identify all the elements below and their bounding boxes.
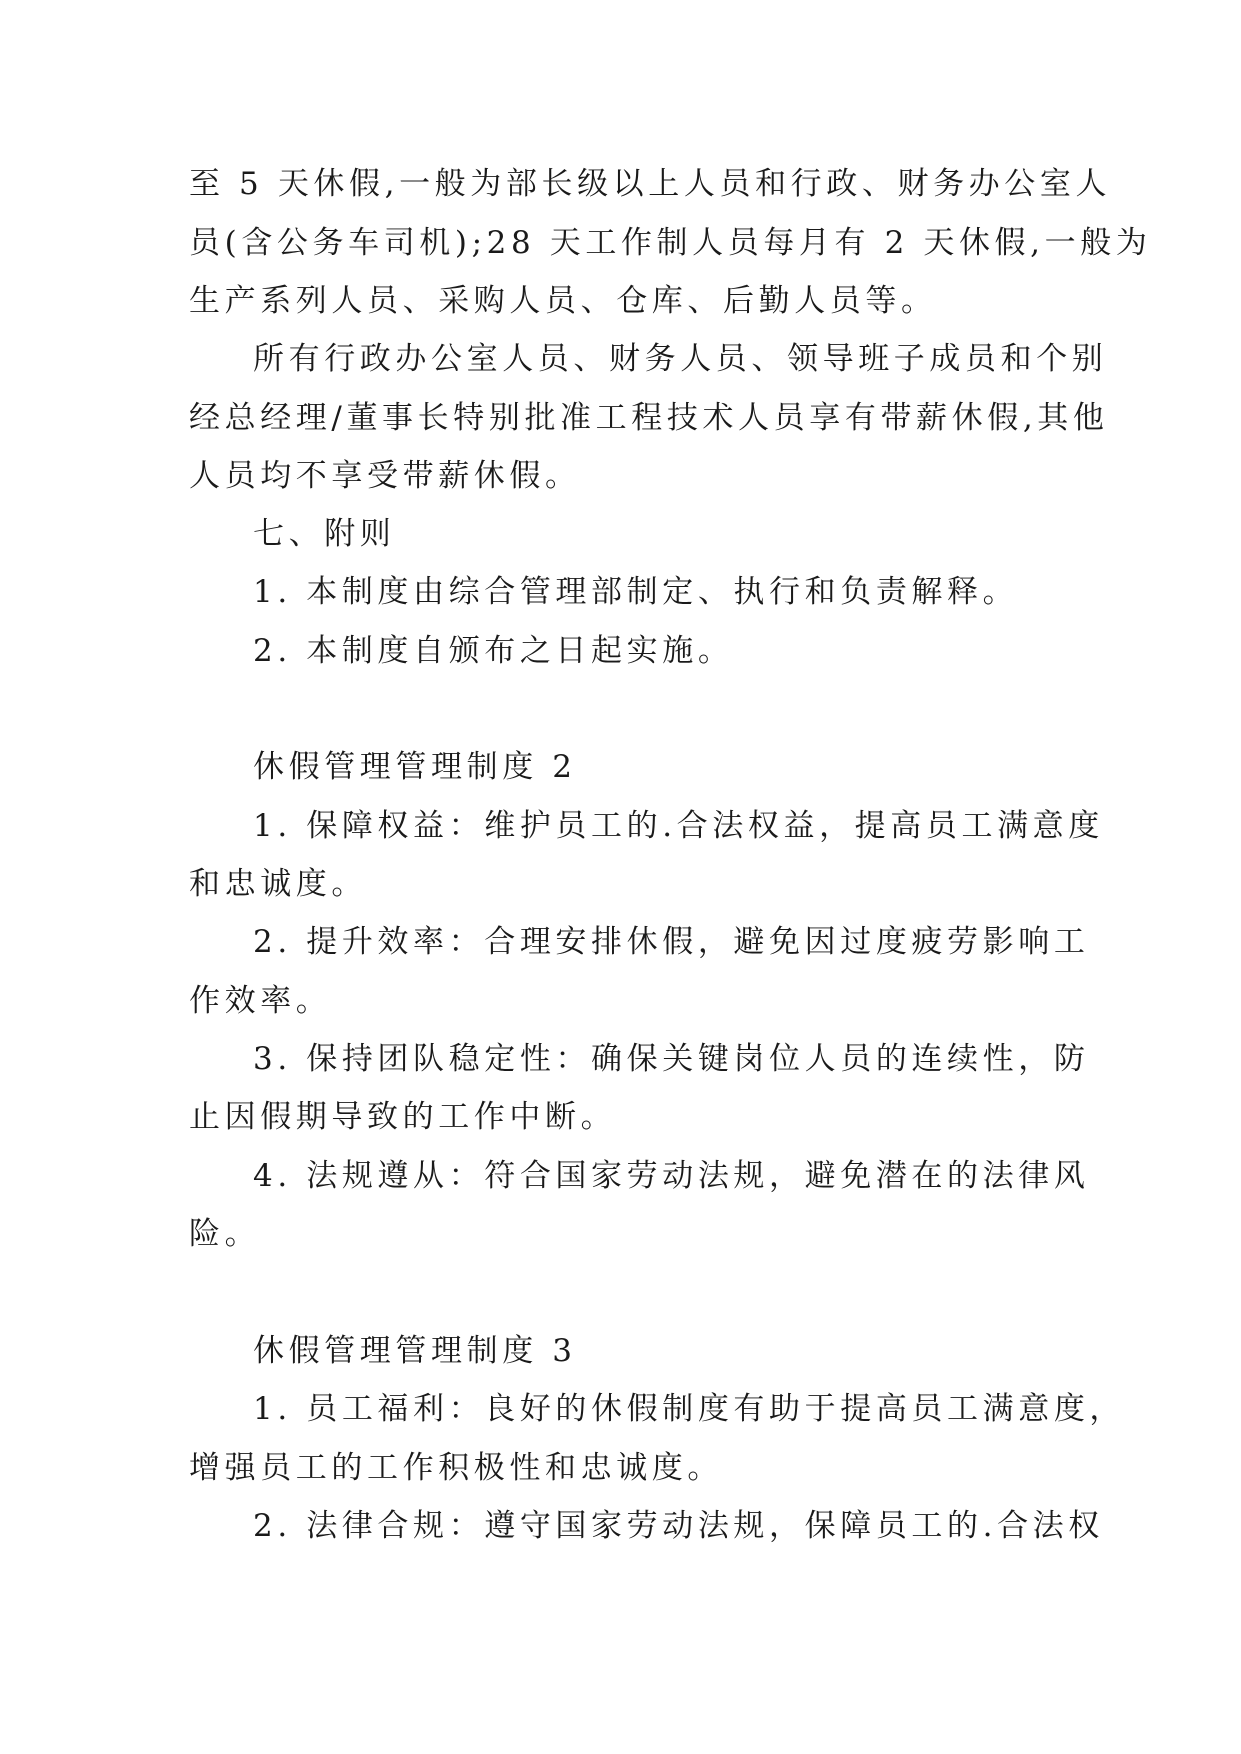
section-title: 休假管理管理制度 2 [253, 749, 577, 785]
list-item: 3. 保持团队稳定性：确保关键岗位人员的连续性，防 [253, 1041, 1090, 1077]
paragraph-line: 员(含公务车司机);28 天工作制人员每月有 2 天休假,一般为 [189, 225, 1152, 261]
paragraph-line: 险。 [189, 1216, 261, 1252]
paragraph-line: 增强员工的工作积极性和忠诚度。 [189, 1450, 723, 1486]
section-heading: 七、附则 [253, 516, 396, 552]
list-item: 2. 法律合规：遵守国家劳动法规，保障员工的.合法权 [253, 1508, 1104, 1544]
paragraph-line: 作效率。 [189, 983, 332, 1019]
paragraph-line: 止因假期导致的工作中断。 [189, 1099, 617, 1135]
paragraph-line: 至 5 天休假,一般为部长级以上人员和行政、财务办公室人 [189, 166, 1112, 202]
list-item: 1. 保障权益：维护员工的.合法权益，提高员工满意度 [253, 808, 1104, 844]
paragraph-line: 经总经理/董事长特别批准工程技术人员享有带薪休假,其他 [189, 400, 1109, 436]
list-item: 2. 本制度自颁布之日起实施。 [253, 633, 734, 669]
section-title: 休假管理管理制度 3 [253, 1333, 577, 1369]
paragraph-line: 生产系列人员、采购人员、仓库、后勤人员等。 [189, 283, 937, 319]
paragraph-line: 和忠诚度。 [189, 866, 367, 902]
list-item: 4. 法规遵从：符合国家劳动法规，避免潜在的法律风 [253, 1158, 1090, 1194]
list-item: 2. 提升效率：合理安排休假，避免因过度疲劳影响工 [253, 924, 1090, 960]
list-item: 1. 员工福利：良好的休假制度有助于提高员工满意度， [253, 1391, 1126, 1427]
list-item: 1. 本制度由综合管理部制定、执行和负责解释。 [253, 574, 1019, 610]
paragraph-line: 人员均不享受带薪休假。 [189, 458, 581, 494]
paragraph-line: 所有行政办公室人员、财务人员、领导班子成员和个别 [253, 341, 1108, 377]
